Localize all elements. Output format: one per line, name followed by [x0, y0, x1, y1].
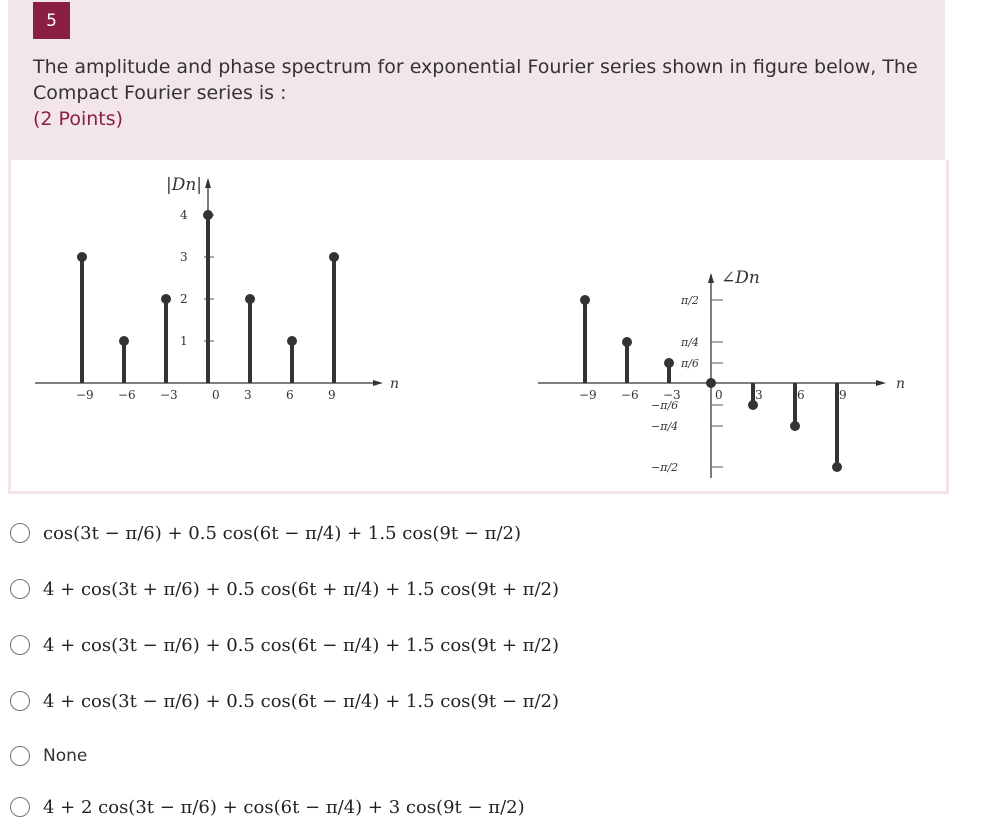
- option-label[interactable]: 4 + cos(3t + π/6) + 0.5 cos(6t + π/4) + 1.5 cos(9t + π/2): [43, 578, 559, 600]
- radio-button[interactable]: [10, 579, 30, 599]
- amp-ytick-label: 1: [180, 334, 188, 348]
- amp-xtick-label: 3: [244, 388, 252, 402]
- phase-xtick-label: 0: [715, 388, 723, 402]
- amp-xtick-label: 0: [212, 388, 220, 402]
- spectrum-figure: [11, 160, 946, 491]
- phase-xtick-label: −9: [579, 388, 597, 402]
- radio-button[interactable]: [10, 523, 30, 543]
- phase-stem-point: [706, 378, 716, 388]
- amp-stem-point: [119, 336, 129, 346]
- amp-ytick-label: 4: [180, 208, 188, 222]
- answer-option[interactable]: [10, 683, 559, 719]
- phase-x-arrow: [876, 380, 886, 386]
- phase-ytick-label: π/6: [681, 357, 699, 370]
- question-number: 5: [33, 2, 70, 39]
- amp-ytick-label: 3: [180, 250, 188, 264]
- phase-xtick-label: −3: [663, 388, 681, 402]
- phase-y-arrow: [708, 273, 714, 283]
- answer-option[interactable]: [10, 515, 521, 551]
- amp-stem-point: [329, 252, 339, 262]
- amp-xlabel: n: [390, 376, 400, 392]
- radio-button[interactable]: [10, 691, 30, 711]
- amp-ytick-label: 2: [180, 292, 188, 306]
- amp-xtick-label: −3: [160, 388, 178, 402]
- amp-ylabel: |Dn|: [166, 175, 203, 195]
- radio-button[interactable]: [10, 746, 30, 766]
- amp-stem-point: [161, 294, 171, 304]
- phase-ytick-label: −π/2: [651, 461, 679, 474]
- phase-stem-point: [664, 358, 674, 368]
- phase-ytick-label: −π/6: [651, 399, 679, 412]
- phase-xtick-label: 9: [839, 388, 847, 402]
- option-label[interactable]: cos(3t − π/6) + 0.5 cos(6t − π/4) + 1.5 cos(9t − π/2): [43, 522, 522, 544]
- phase-stem-point: [580, 295, 590, 305]
- phase-ytick-label: π/4: [681, 336, 699, 349]
- option-label[interactable]: 4 + cos(3t − π/6) + 0.5 cos(6t − π/4) + 1.5 cos(9t + π/2): [43, 634, 559, 656]
- phase-xtick-label: 3: [755, 388, 763, 402]
- answer-option[interactable]: [10, 738, 87, 774]
- option-label[interactable]: 4 + 2 cos(3t − π/6) + cos(6t − π/4) + 3 cos(9t − π/2): [43, 796, 525, 818]
- amp-xtick-label: 9: [328, 388, 336, 402]
- phase-stem-point: [622, 337, 632, 347]
- amp-x-arrow: [373, 380, 383, 386]
- amp-xtick-label: −9: [76, 388, 94, 402]
- phase-ytick-label: −π/4: [651, 420, 679, 433]
- figure-container: [8, 160, 949, 494]
- question-prompt: The amplitude and phase spectrum for exponential Fourier series shown in figure below, The Compact Fourier series is :: [33, 56, 918, 104]
- phase-xlabel: n: [896, 376, 906, 392]
- option-label[interactable]: 4 + cos(3t − π/6) + 0.5 cos(6t − π/4) + 1.5 cos(9t − π/2): [43, 690, 559, 712]
- amp-stem-point: [203, 210, 213, 220]
- radio-button[interactable]: [10, 635, 30, 655]
- question-points: (2 Points): [33, 108, 124, 130]
- amp-xtick-label: −6: [118, 388, 136, 402]
- amp-stem-point: [287, 336, 297, 346]
- answer-option[interactable]: [10, 571, 559, 607]
- phase-xtick-label: −6: [621, 388, 639, 402]
- radio-button[interactable]: [10, 797, 30, 817]
- answer-option[interactable]: [10, 789, 525, 825]
- amp-y-arrow: [205, 178, 211, 188]
- phase-xtick-label: 6: [797, 388, 805, 402]
- amp-xtick-label: 6: [286, 388, 294, 402]
- amp-stem-point: [77, 252, 87, 262]
- answer-option[interactable]: [10, 627, 559, 663]
- phase-stem-point: [832, 462, 842, 472]
- option-label[interactable]: None: [43, 746, 88, 766]
- phase-ylabel: ∠Dn: [721, 268, 760, 288]
- amp-stem-point: [245, 294, 255, 304]
- phase-stem-point: [790, 421, 800, 431]
- phase-ytick-label: π/2: [681, 294, 699, 307]
- question-text: [33, 54, 923, 132]
- phase-stem-point: [748, 400, 758, 410]
